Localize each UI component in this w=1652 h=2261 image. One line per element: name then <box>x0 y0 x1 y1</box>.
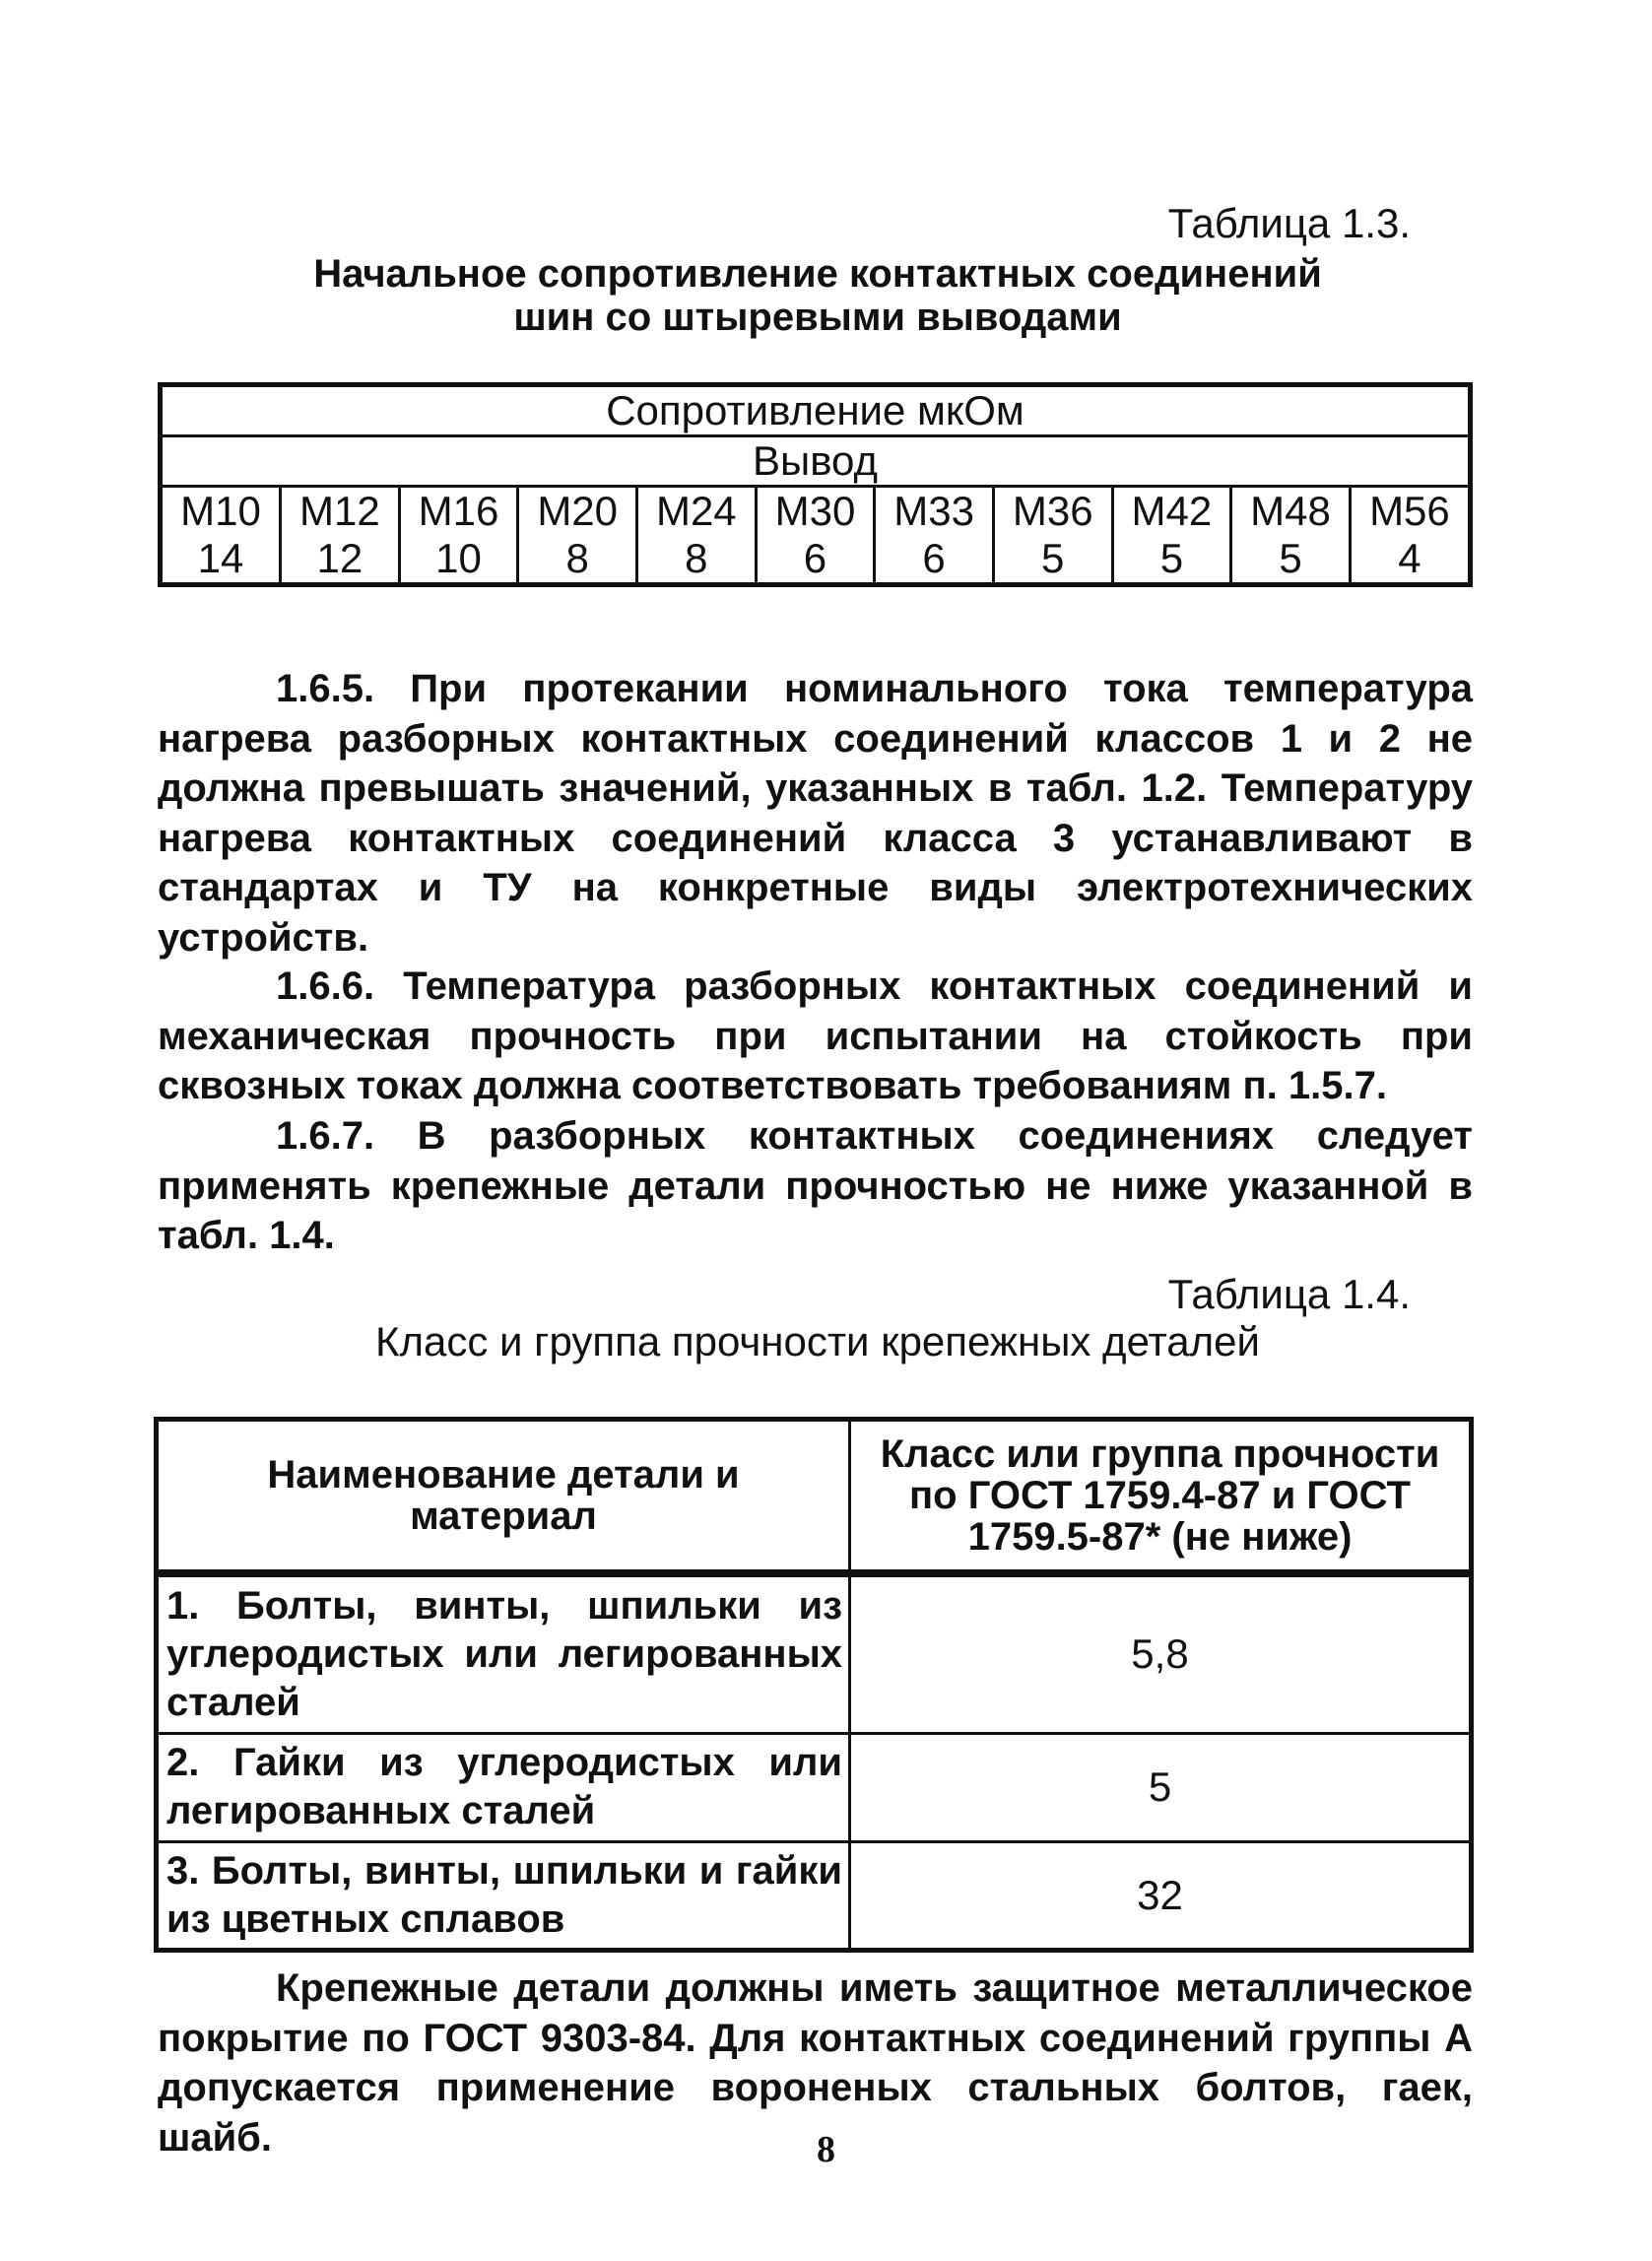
table-1-4 <box>154 1417 1474 1953</box>
strength-class: 5 <box>850 1733 1472 1841</box>
page-number: 8 <box>817 2129 835 2170</box>
col-value: 14 <box>161 535 281 585</box>
col-value: 5 <box>1231 535 1351 585</box>
table-1-4-title: Класс и группа прочности крепежных деталей <box>375 1318 1260 1364</box>
col-name: М12 <box>281 487 400 536</box>
table-1-3-names-row <box>161 487 1471 536</box>
table-1-3-header-output: Вывод <box>161 436 1471 487</box>
col-name: М33 <box>875 487 994 536</box>
col-name: М30 <box>756 487 875 536</box>
col-value: 5 <box>993 535 1112 585</box>
table-1-3-title <box>148 252 1487 339</box>
table-1-3-header-resistance: Сопротивление мкОм <box>161 385 1471 436</box>
table-1-4-caption: Таблица 1.4. <box>1167 1271 1411 1317</box>
col-value: 5 <box>1112 535 1231 585</box>
detail-name: 1. Болты, винты, шпильки из углеродистых или легированных сталей <box>157 1573 850 1733</box>
detail-name: 3. Болты, винты, шпильки и гайки из цветных сплавов <box>157 1841 850 1950</box>
col-name: М36 <box>993 487 1112 536</box>
col-value: 8 <box>636 535 756 585</box>
col-name: М42 <box>1112 487 1231 536</box>
table-1-3 <box>158 382 1473 587</box>
table-1-4-col2-header: Класс или группа прочности по ГОСТ 1759.4-87 и ГОСТ 1759.5-87* (не ниже) <box>850 1420 1472 1574</box>
table-row <box>157 1733 1472 1841</box>
paragraph-1-6-5: 1.6.5. При протекании номинального тока температура нагрева разборных контактных соединений классов 1 и 2 не должна превышать значений, указанных в табл. 1.2. Температуру нагрева контактных соединений класса 3 устанавливают в стандартах и ТУ на конкретные виды электротехнических устройств. <box>158 667 1473 960</box>
paragraph-1-6-6: 1.6.6. Температура разборных контактных соединений и механическая прочность при испытании на стойкость при сквозных токах должна соответствовать требованиям п. 1.5.7. <box>158 964 1473 1107</box>
col-value: 6 <box>875 535 994 585</box>
col-value: 10 <box>399 535 518 585</box>
col-name: М20 <box>518 487 637 536</box>
paragraph-note: Крепежные детали должны иметь защитное металлическое покрытие по ГОСТ 9303-84. Для контактных соединений группы А допускается применение вороненых стальных болтов, гаек, шайб. <box>158 1966 1473 2160</box>
table-1-4-header-row <box>157 1420 1472 1574</box>
table-row <box>157 1573 1472 1733</box>
table-1-3-values-row <box>161 535 1471 585</box>
col-value: 4 <box>1350 535 1470 585</box>
table-1-3-title-line2: шин со штыревыми выводами <box>513 296 1122 339</box>
col-name: М24 <box>636 487 756 536</box>
col-value: 6 <box>756 535 875 585</box>
paragraph-1-6-7: 1.6.7. В разборных контактных соединениях следует применять крепежные детали прочностью не ниже указанной в табл. 1.4. <box>158 1114 1473 1257</box>
table-1-3-title-line1: Начальное сопротивление контактных соединений <box>313 252 1322 296</box>
col-name: М16 <box>399 487 518 536</box>
col-name: М10 <box>161 487 281 536</box>
strength-class: 5,8 <box>850 1573 1472 1733</box>
table-1-3-caption: Таблица 1.3. <box>1167 200 1411 246</box>
detail-name: 2. Гайки из углеродистых или легированных сталей <box>157 1733 850 1841</box>
table-row <box>157 1841 1472 1950</box>
table-1-4-col1-header: Наименование детали и материал <box>157 1420 850 1574</box>
col-value: 12 <box>281 535 400 585</box>
col-name: М48 <box>1231 487 1351 536</box>
strength-class: 32 <box>850 1841 1472 1950</box>
col-value: 8 <box>518 535 637 585</box>
col-name: М56 <box>1350 487 1470 536</box>
